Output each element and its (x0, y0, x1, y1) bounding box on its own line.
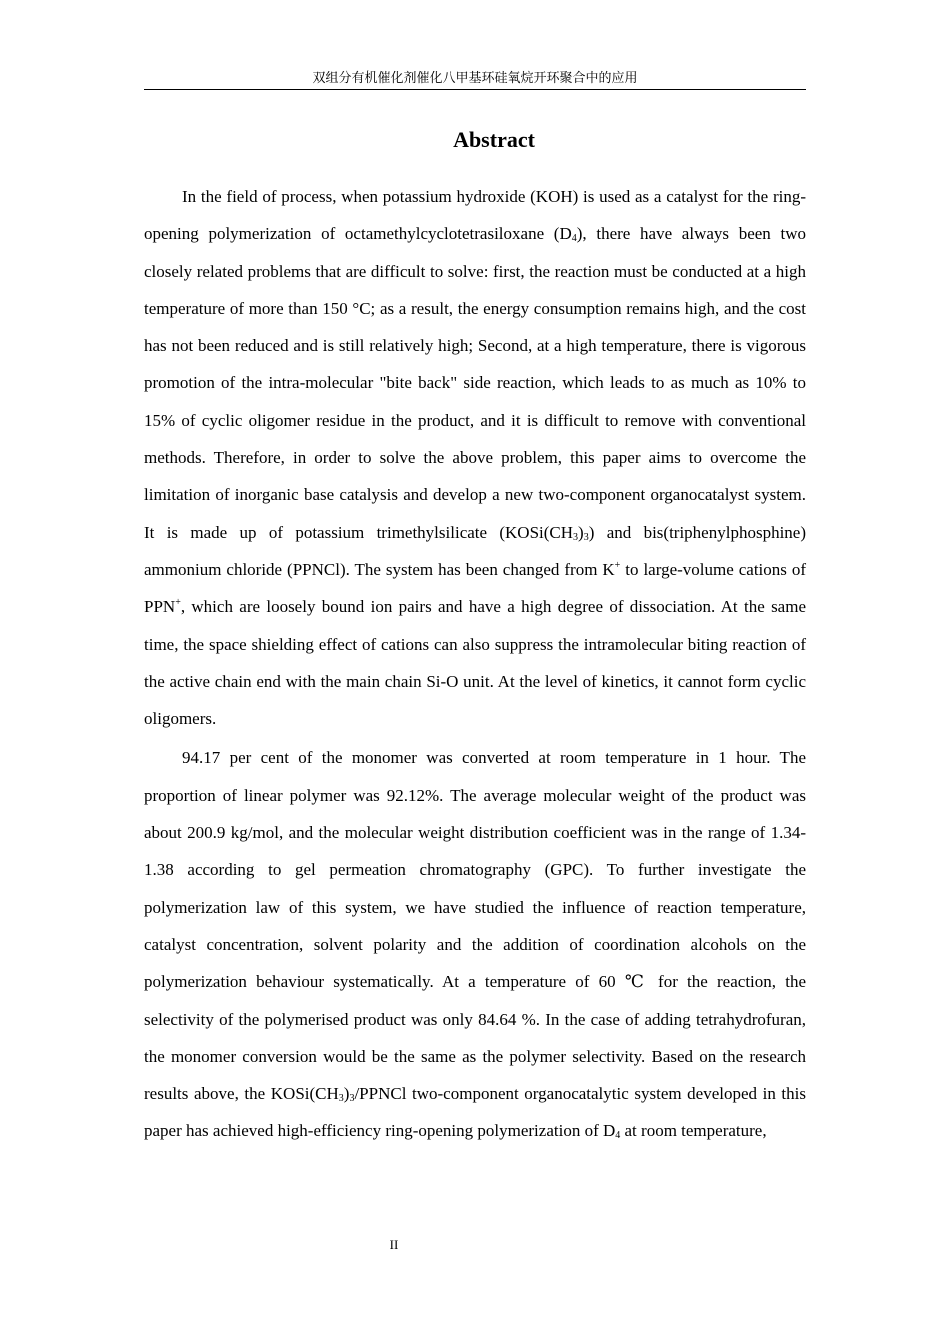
subscript: 3 (573, 531, 579, 543)
abstract-title: Abstract (453, 127, 535, 152)
subscript: 4 (615, 1130, 621, 1142)
text-span: /PPNCl two-component organocatalytic system developed in this paper has achieved high-efficiency ring-opening polymerization of D (144, 1084, 806, 1141)
subscript: 3 (349, 1093, 355, 1105)
abstract-body (144, 178, 806, 1150)
text-span: 94.17 per cent of the monomer was converted at room temperature in 1 hour. The proportion of linear polymer was 92.12%. The average molecular weight of the product was about 200.9 kg/mol, and the molecular weight distribution coefficient was in the range of 1.34-1.38 according to gel permeation chromatography (GPC). To further investigate the polymerization law of this system, we have studied the influence of reaction temperature, catalyst concentration, solvent polarity and the addition of coordination alcohols on the polymerization behaviour systematically. At a temperature of 60 ℃ for the reaction, the selectivity of the polymerised product was only 84.64 %. In the case of adding tetrahydrofuran, the monomer conversion would be the same as the polymer selectivity. Based on the research results above, the KOSi(CH (144, 748, 806, 1104)
superscript: + (175, 597, 181, 609)
subscript: 4 (571, 233, 577, 245)
text-span: ) (578, 522, 584, 542)
text-span: to large-volume cations of PPN (144, 559, 806, 617)
running-header: 双组分有机催化剂催化八甲基环硅氧烷开环聚合中的应用 (312, 71, 638, 86)
subscript: 3 (338, 1093, 344, 1105)
paragraph-1 (144, 178, 806, 737)
text-span: ) and bis(triphenylphosphine) ammonium chloride (PPNCl). The system has been changed from K (144, 522, 806, 579)
subscript: 3 (583, 531, 589, 543)
page-number: II (389, 1237, 399, 1252)
text-span: , which are loosely bound ion pairs and have a high degree of dissociation. At the same time, the space shielding effect of cations can also suppress the intramolecular biting reaction of the active chain end with the main chain Si-O unit. At the level of kinetics, it cannot form cyclic oligomers. (144, 597, 806, 729)
text-span: In the field of process, when potassium hydroxide (KOH) is used as a catalyst for the ring-opening polymerization of octamethylcyclotetrasiloxane (D (144, 187, 806, 244)
text-span: ), there have always been two closely related problems that are difficult to solve: first, the reaction must be conducted at a high temperature of more than 150 °C; as a result, the energy consumption remains high, and the cost has not been reduced and is still relatively high; Second, at a high temperature, there is vigorous promotion of the intra-molecular "bite back" side reaction, which leads to as much as 10% to 15% of cyclic oligomer residue in the product, and it is difficult to remove with conventional methods. Therefore, in order to solve the above problem, this paper aims to overcome the limitation of inorganic base catalysis and develop a new two-component organocatalyst system. It is made up of potassium trimethylsilicate (KOSi(CH (144, 224, 806, 542)
header-rule (144, 89, 806, 90)
text-span: at room temperature, (620, 1121, 767, 1141)
paragraph-2 (144, 739, 806, 1149)
superscript: + (614, 559, 621, 571)
text-span: ) (343, 1084, 350, 1104)
